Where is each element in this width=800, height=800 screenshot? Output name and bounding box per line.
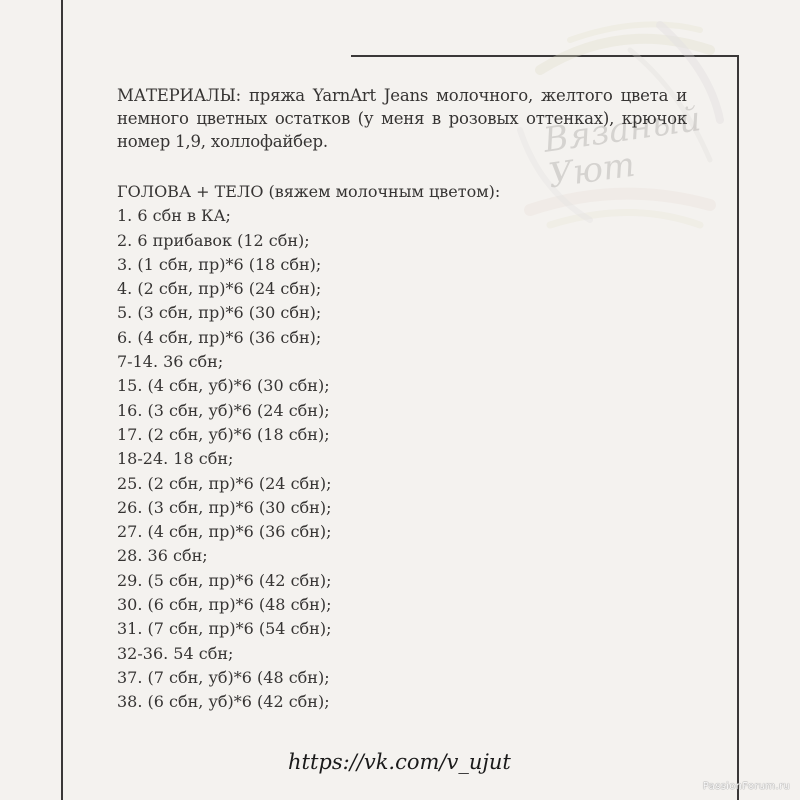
pattern-row: 38. (6 сбн, уб)*6 (42 сбн); — [117, 692, 330, 712]
logo-watermark-text: Вязаный Уют — [540, 99, 704, 197]
pattern-row: 6. (4 сбн, пр)*6 (36 сбн); — [117, 327, 322, 347]
pattern-row: 7-14. 36 сбн; — [117, 352, 224, 372]
pattern-row: 5. (3 сбн, пр)*6 (30 сбн); — [117, 303, 322, 323]
site-watermark: PassionForum.ru — [702, 781, 790, 792]
pattern-heading: ГОЛОВА + ТЕЛО (вяжем молочным цветом): — [117, 182, 501, 201]
pattern-row: 4. (2 сбн, пр)*6 (24 сбн); — [117, 279, 322, 299]
pattern-row: 26. (3 сбн, пр)*6 (30 сбн); — [117, 497, 332, 517]
pattern-row: 31. (7 сбн, пр)*6 (54 сбн); — [117, 619, 332, 639]
pattern-row: 3. (1 сбн, пр)*6 (18 сбн); — [117, 254, 322, 274]
pattern-section — [117, 180, 617, 715]
pattern-row: 1. 6 сбн в КА; — [117, 206, 231, 226]
materials-paragraph: МАТЕРИАЛЫ: пряжа YarnArt Jeans молочного, желтого цвета и немного цветных остатков (у меня в розовых оттенках), крючок номер 1,9, холлофайбер. — [117, 86, 687, 151]
frame-line-top — [351, 55, 739, 57]
vk-link[interactable]: https://vk.com/v_ujut — [288, 750, 511, 774]
pattern-row: 2. 6 прибавок (12 сбн); — [117, 230, 310, 250]
pattern-row: 25. (2 сбн, пр)*6 (24 сбн); — [117, 473, 332, 493]
pattern-row: 30. (6 сбн, пр)*6 (48 сбн); — [117, 595, 332, 615]
frame-line-left — [61, 0, 63, 800]
pattern-row: 32-36. 54 сбн; — [117, 643, 234, 663]
pattern-row: 15. (4 сбн, уб)*6 (30 сбн); — [117, 376, 330, 396]
pattern-row: 37. (7 сбн, уб)*6 (48 сбн); — [117, 667, 330, 687]
pattern-row: 29. (5 сбн, пр)*6 (42 сбн); — [117, 570, 332, 590]
pattern-row: 17. (2 сбн, уб)*6 (18 сбн); — [117, 424, 330, 444]
pattern-row: 27. (4 сбн, пр)*6 (36 сбн); — [117, 522, 332, 542]
pattern-row: 28. 36 сбн; — [117, 546, 208, 566]
pattern-row: 16. (3 сбн, уб)*6 (24 сбн); — [117, 400, 330, 420]
pattern-row: 18-24. 18 сбн; — [117, 449, 234, 469]
